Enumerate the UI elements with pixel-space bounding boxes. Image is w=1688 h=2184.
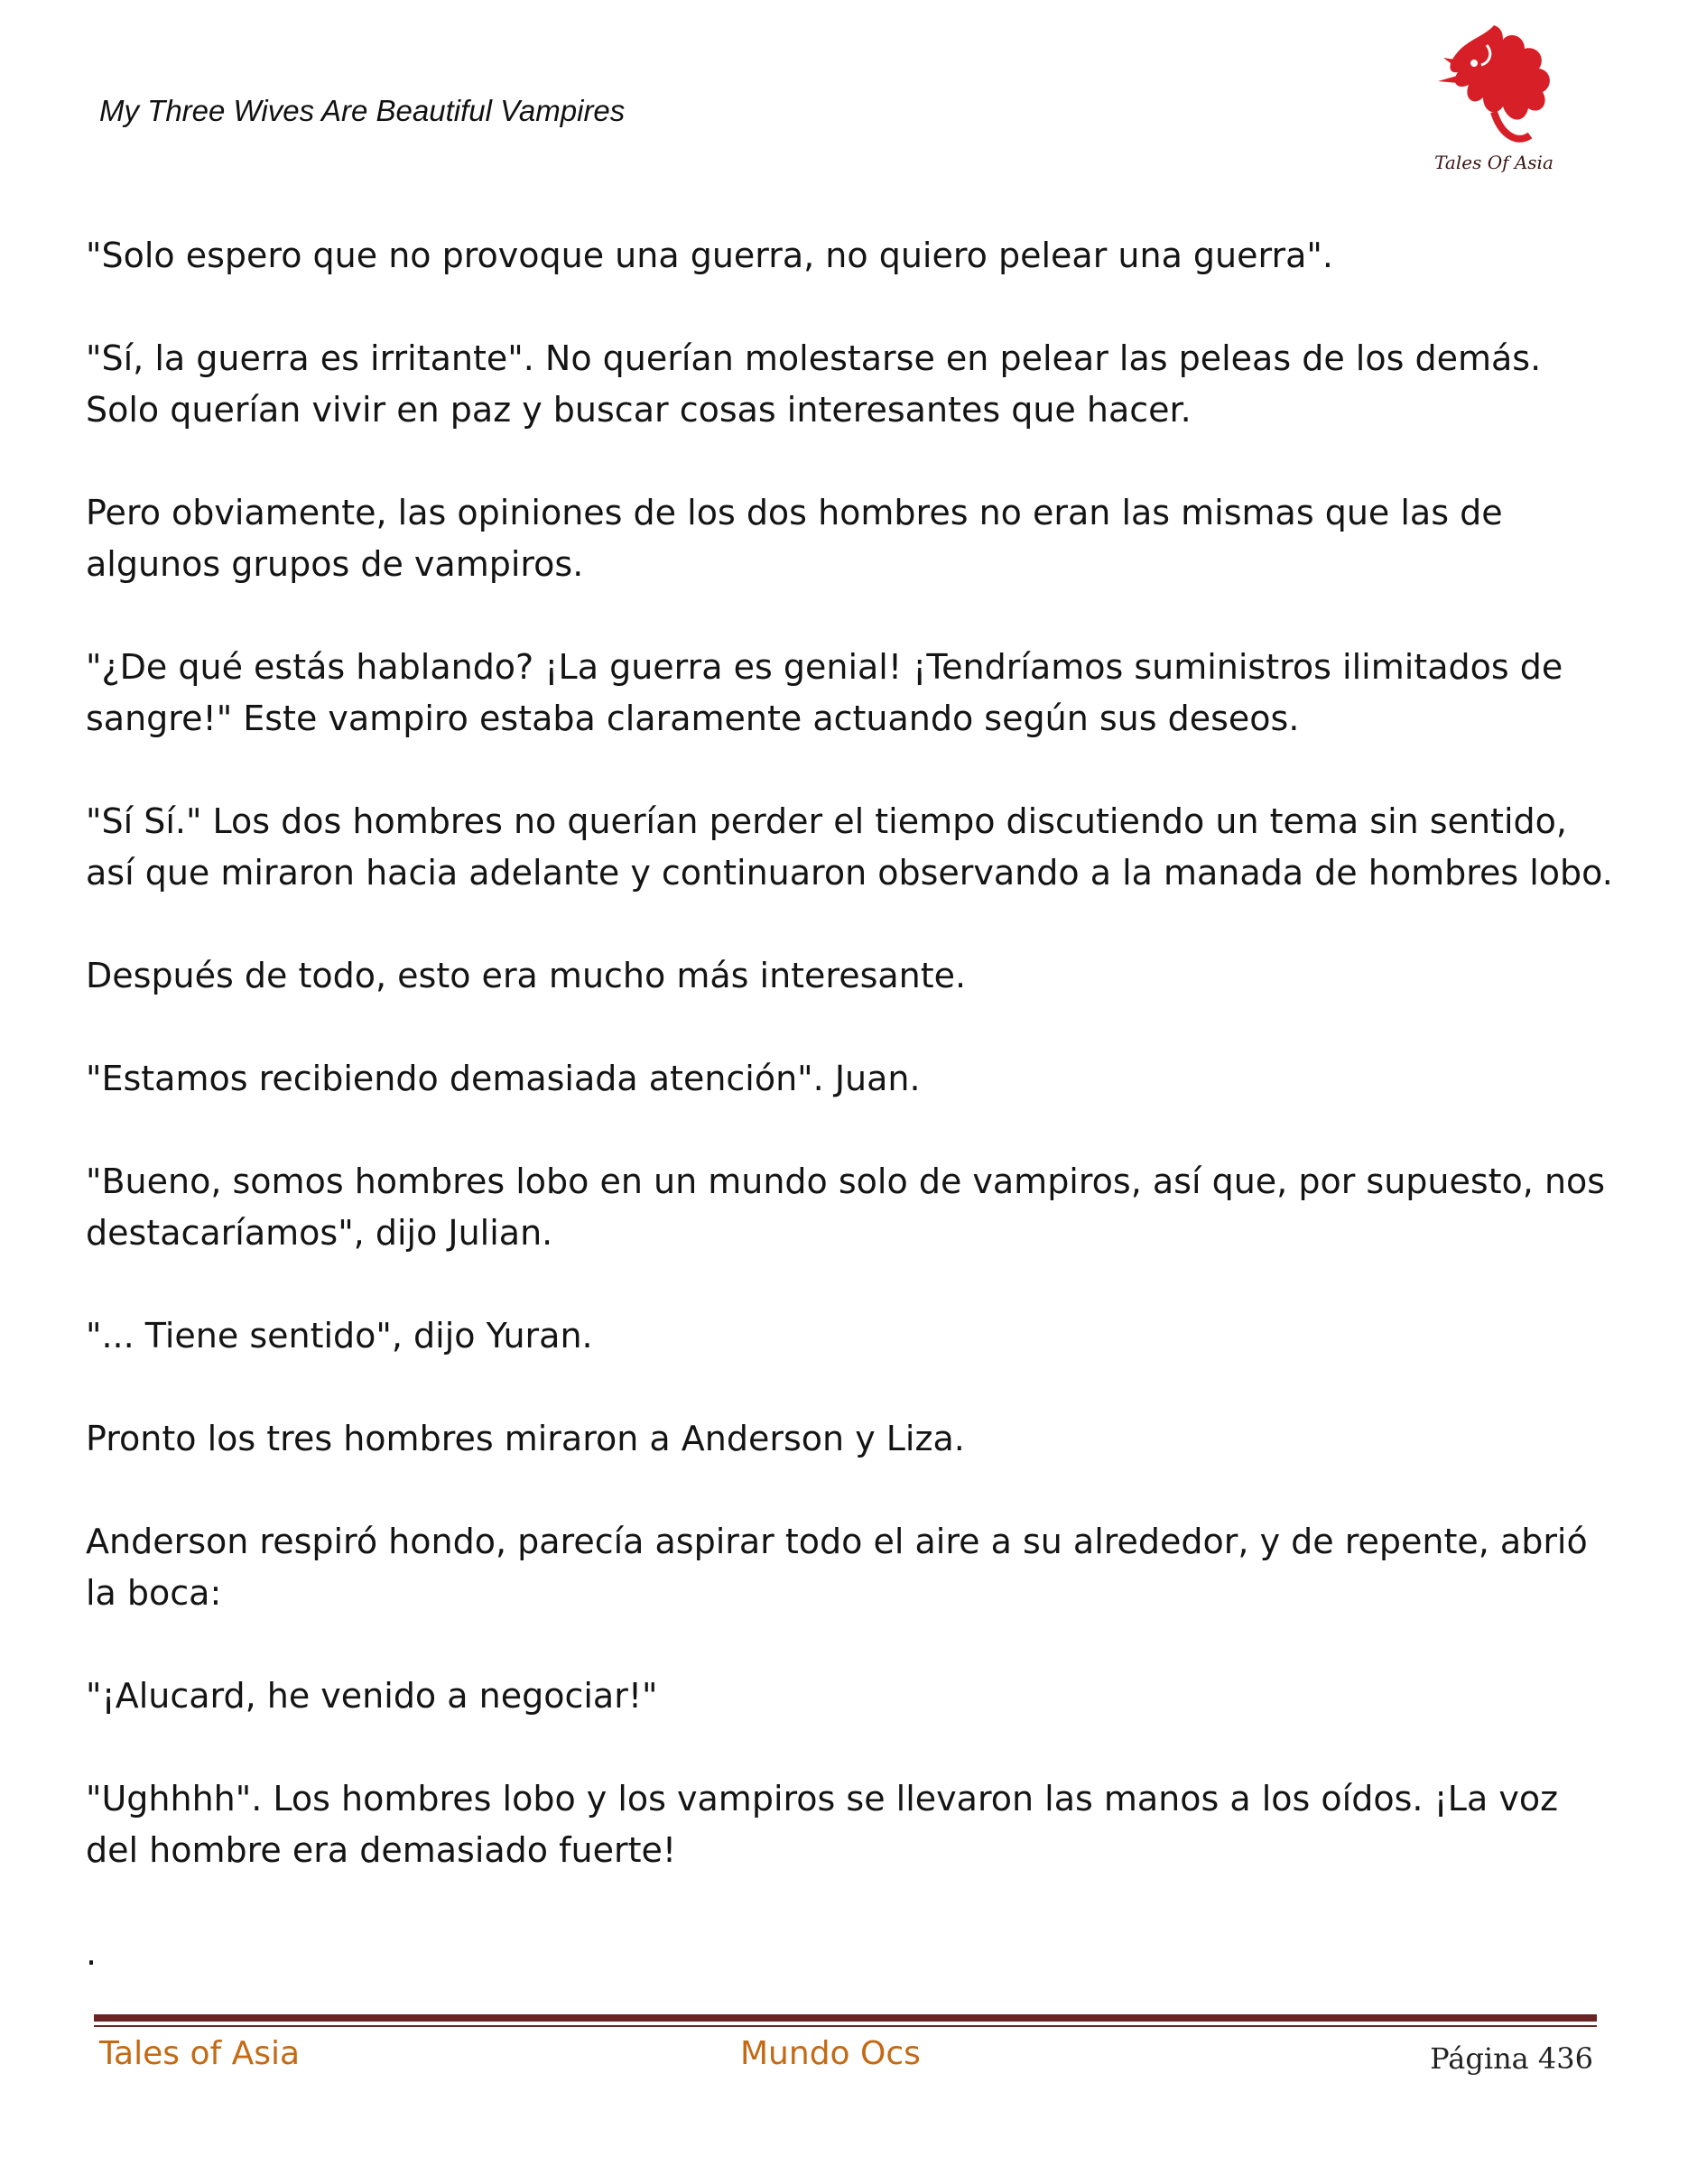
footer-rule-thick	[94, 2014, 1597, 2022]
paragraph: "Sí, la guerra es irritante". No querían molestarse en pelear las peleas de los demás. Solo querían vivir en paz y buscar cosas interesantes que hacer.	[86, 338, 1542, 430]
paragraph: "¡Alucard, he venido a negociar!"	[86, 1676, 658, 1716]
paragraph: "Bueno, somos hombres lobo en un mundo solo de vampiros, así que, por supuesto, nos destacaríamos", dijo Julian.	[86, 1161, 1606, 1253]
page-number: Página 436	[1430, 2041, 1593, 2076]
paragraph: .	[86, 1933, 97, 1973]
paragraph: "Solo espero que no provoque una guerra, no quiero pelear una guerra".	[86, 236, 1333, 275]
paragraph: "Ughhhh". Los hombres lobo y los vampiros se llevaron las manos a los oídos. ¡La voz del hombre era demasiado fuerte!	[86, 1779, 1559, 1870]
paragraph: "Estamos recibiendo demasiada atención". Juan.	[86, 1059, 921, 1098]
paragraph: Después de todo, esto era mucho más interesante.	[86, 956, 967, 995]
paragraph: Anderson respiró hondo, parecía aspirar todo el aire a su alrededor, y de repente, abrió la boca:	[86, 1522, 1588, 1613]
logo-text: Tales Of Asia	[1434, 152, 1554, 173]
paragraph: "¿De qué estás hablando? ¡La guerra es genial! ¡Tendríamos suministros ilimitados de sangre!" Este vampiro estaba claramente actuando según sus deseos.	[86, 647, 1563, 738]
page-body	[86, 230, 1620, 2031]
footer-publisher: Tales of Asia	[99, 2035, 301, 2072]
paragraph: "... Tiene sentido", dijo Yuran.	[86, 1316, 593, 1356]
footer-section: Mundo Ocs	[740, 2035, 921, 2072]
paragraph: "Sí Sí." Los dos hombres no querían perder el tiempo discutiendo un tema sin sentido, así que miraron hacia adelante y continuaron observando a la manada de hombres lobo.	[86, 801, 1613, 893]
book-title: My Three Wives Are Beautiful Vampires	[99, 94, 626, 127]
publisher-logo	[1431, 18, 1557, 180]
red-dragon-icon	[1431, 18, 1557, 153]
paragraph: Pero obviamente, las opiniones de los dos hombres no eran las mismas que las de algunos grupos de vampiros.	[86, 493, 1503, 584]
footer-divider	[94, 2014, 1597, 2027]
paragraph: Pronto los tres hombres miraron a Anderson y Liza.	[86, 1419, 965, 1458]
footer-rule-thin	[94, 2025, 1597, 2027]
